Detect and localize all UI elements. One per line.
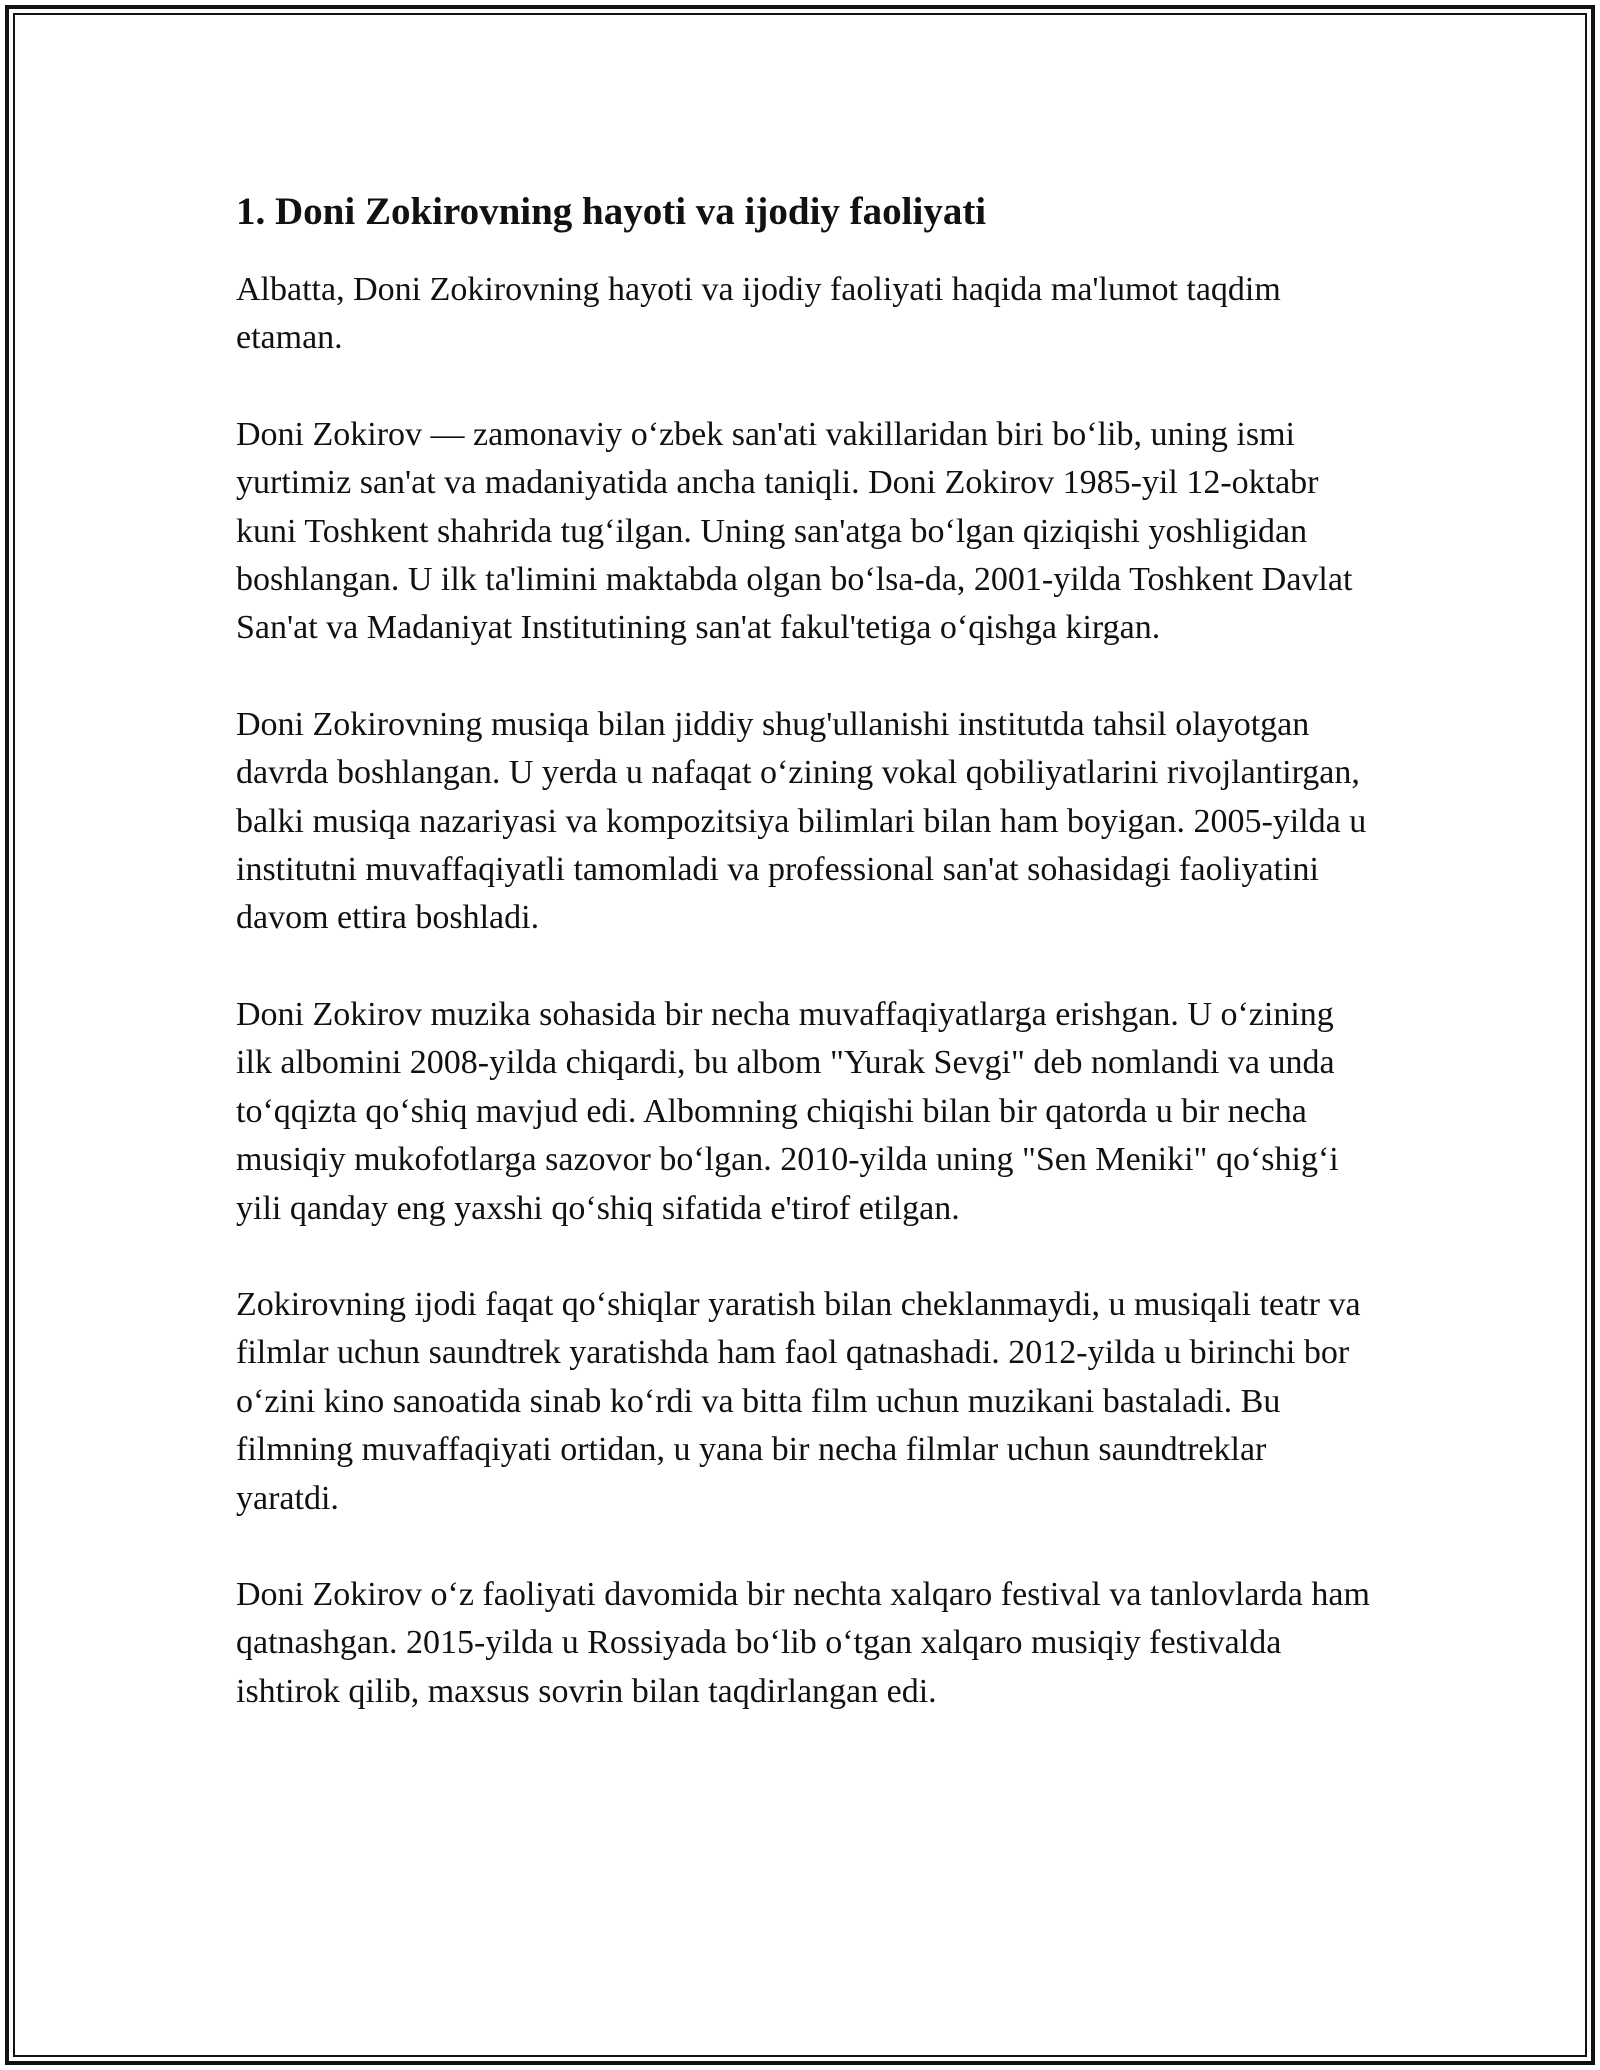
paragraph-biography: Doni Zokirov — zamonaviy oʻzbek san'ati vakillaridan biri boʻlib, uning ismi yurtimiz san'at va madaniyatida ancha taniqli. Doni Zokirov 1985-yil 12-oktabr kuni Toshkent shahrida tugʻilgan. Uning san'atga boʻlgan qiziqishi yoshligidan boshlangan. U ilk ta'limini maktabda olgan boʻlsa-da, 2001-yilda Toshkent Davlat San'at va Madaniyat Institutining san'at fakul'tetiga oʻqishga kirgan. [236, 415, 1353, 647]
section-heading: 1. Doni Zokirovning hayoti va ijodiy faoliyati [236, 190, 987, 233]
paragraph-festivals: Doni Zokirov oʻz faoliyati davomida bir nechta xalqaro festival va tanlovlarda ham qatnashgan. 2015-yilda u Rossiyada boʻlib oʻtgan xalqaro musiqiy festivalda ishtirok qilib, maxsus sovrin bilan taqdirlangan edi. [236, 1575, 1370, 1710]
document-body [236, 188, 1376, 1716]
paragraph-intro: Albatta, Doni Zokirovning hayoti va ijodiy faoliyati haqida ma'lumot taqdim etaman. [236, 271, 1281, 357]
paragraph-music-education: Doni Zokirovning musiqa bilan jiddiy shug'ullanishi institutda tahsil olayotgan davrda boshlangan. U yerda u nafaqat oʻzining vokal qobiliyatlarini rivojlantirgan, balki musiqa nazariyasi va kompozitsiya bilimlari bilan ham boyigan. 2005-yilda u institutni muvaffaqiyatli tamomladi va professional san'at sohasidagi faoliyatini davom ettira boshladi. [236, 705, 1367, 937]
paragraph-achievements: Doni Zokirov muzika sohasida bir necha muvaffaqiyatlarga erishgan. U oʻzining ilk albomini 2008-yilda chiqardi, bu albom "Yurak Sevgi" deb nomlandi va unda toʻqqizta qoʻshiq mavjud edi. Albomning chiqishi bilan bir qatorda u bir necha musiqiy mukofotlarga sazovor boʻlgan. 2010-yilda uning "Sen Meniki" qoʻshigʻi yili qanday eng yaxshi qoʻshiq sifatida e'tirof etilgan. [236, 995, 1339, 1227]
paragraph-film-soundtracks: Zokirovning ijodi faqat qoʻshiqlar yaratish bilan cheklanmaydi, u musiqali teatr va filmlar uchun saundtrek yaratishda ham faol qatnashadi. 2012-yilda u birinchi bor oʻzini kino sanoatida sinab koʻrdi va bitta film uchun muzikani bastaladi. Bu filmning muvaffaqiyati ortidan, u yana bir necha filmlar uchun saundtreklar yaratdi. [236, 1285, 1361, 1517]
